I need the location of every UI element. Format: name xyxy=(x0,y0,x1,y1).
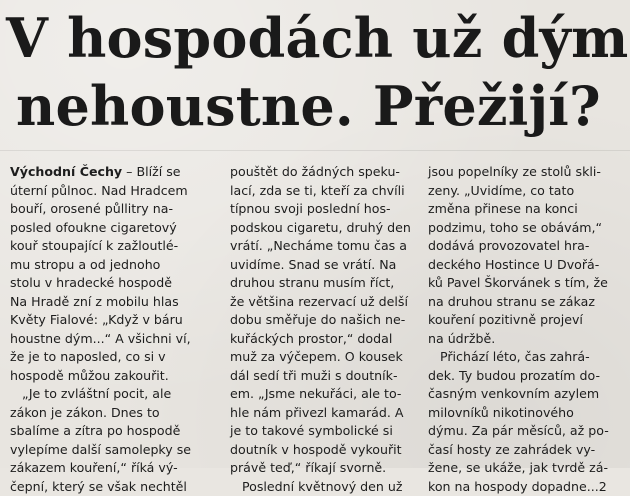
article-column-2 xyxy=(230,163,422,496)
column-line: časným venkovním azylem xyxy=(428,385,628,404)
column-line: je to takové symbolické si xyxy=(230,422,422,441)
column-line: doutník v hospodě vykouřit xyxy=(230,441,422,460)
dateline: Východní Čechy xyxy=(10,164,122,179)
column-line: típnou svoji poslední hos- xyxy=(230,200,422,219)
column-line: kon na hospody dopadne...2 xyxy=(428,478,628,496)
column-line: zákon je zákon. Dnes to xyxy=(10,404,198,423)
column-line: zákazem kouření,“ říká vý- xyxy=(10,459,198,478)
column-line: dýmu. Za pár měsíců, až po- xyxy=(428,422,628,441)
column-line: lací, zda se ti, kteří za chvíli xyxy=(230,182,422,201)
article-column-3 xyxy=(428,163,628,496)
column-line: bouří, orosené půllitry na- xyxy=(10,200,198,219)
article-column-1 xyxy=(10,163,198,496)
column-line: pouštět do žádných speku- xyxy=(230,163,422,182)
column-line: kuřáckých prostor,“ dodal xyxy=(230,330,422,349)
column-line: změna přinese na konci xyxy=(428,200,628,219)
column-line: jsou popelníky ze stolů skli- xyxy=(428,163,628,182)
column-line: žene, se ukáže, jak tvrdě zá- xyxy=(428,459,628,478)
column-line: dál sedí tři muži s doutník- xyxy=(230,367,422,386)
column-line: zeny. „Uvidíme, co tato xyxy=(428,182,628,201)
headline-line-2: nehoustne. Přežijí? xyxy=(6,72,606,140)
column-line: posled ofoukne cigaretový xyxy=(10,219,198,238)
column-line: ků Pavel Škorvánek s tím, že xyxy=(428,274,628,293)
column-line: vrátí. „Necháme tomu čas a xyxy=(230,237,422,256)
column-line: čepní, který se však nechtěl xyxy=(10,478,198,496)
column-line: na druhou stranu se zákaz xyxy=(428,293,628,312)
column-line: Květy Fialové: „Když v báru xyxy=(10,311,198,330)
column-line: úterní půlnoc. Nad Hradcem xyxy=(10,182,198,201)
column-line: em. „Jsme nekuřáci, ale to- xyxy=(230,385,422,404)
column-line: vylepíme další samolepky se xyxy=(10,441,198,460)
article-headline xyxy=(6,4,606,140)
column-line: kouř stoupající k zažloutlé- xyxy=(10,237,198,256)
column-line: dobu směřuje do našich ne- xyxy=(230,311,422,330)
column-line: deckého Hostince U Dvořá- xyxy=(428,256,628,275)
column-line: dek. Ty budou prozatím do- xyxy=(428,367,628,386)
column-line: podzimu, toho se obávám,“ xyxy=(428,219,628,238)
column-line: že je to naposled, co si v xyxy=(10,348,198,367)
column-line: hle nám přivezl kamarád. A xyxy=(230,404,422,423)
column-line-text: – Blíží se xyxy=(122,164,180,179)
column-line: Poslední květnový den už xyxy=(230,478,422,496)
headline-line-1: V hospodách už dým xyxy=(6,4,606,72)
article-body xyxy=(0,163,630,468)
column-line: „Je to zvláštní pocit, ale xyxy=(10,385,198,404)
column-line: kouření pozitivně projeví xyxy=(428,311,628,330)
column-line: houstne dým...“ A všichni ví, xyxy=(10,330,198,349)
column-line: dodává provozovatel hra- xyxy=(428,237,628,256)
column-line: muž za výčepem. O kousek xyxy=(230,348,422,367)
column-line: na údržbě. xyxy=(428,330,628,349)
column-line: hospodě můžou zakouřit. xyxy=(10,367,198,386)
column-line: stolu v hradecké hospodě xyxy=(10,274,198,293)
column-line: milovníků nikotinového xyxy=(428,404,628,423)
headline-divider xyxy=(0,150,630,151)
column-line: druhou stranu musím říct, xyxy=(230,274,422,293)
column-line: uvidíme. Snad se vrátí. Na xyxy=(230,256,422,275)
column-line: časí hosty ze zahrádek vy- xyxy=(428,441,628,460)
column-line: Na Hradě zní z mobilu hlas xyxy=(10,293,198,312)
column-line: právě teď,“ říkají svorně. xyxy=(230,459,422,478)
column-line xyxy=(10,163,198,182)
column-line: mu stropu a od jednoho xyxy=(10,256,198,275)
column-line: že většina rezervací už delší xyxy=(230,293,422,312)
column-line: Přichází léto, čas zahrá- xyxy=(428,348,628,367)
column-line: sbalíme a zítra po hospodě xyxy=(10,422,198,441)
column-line: podskou cigaretu, druhý den xyxy=(230,219,422,238)
